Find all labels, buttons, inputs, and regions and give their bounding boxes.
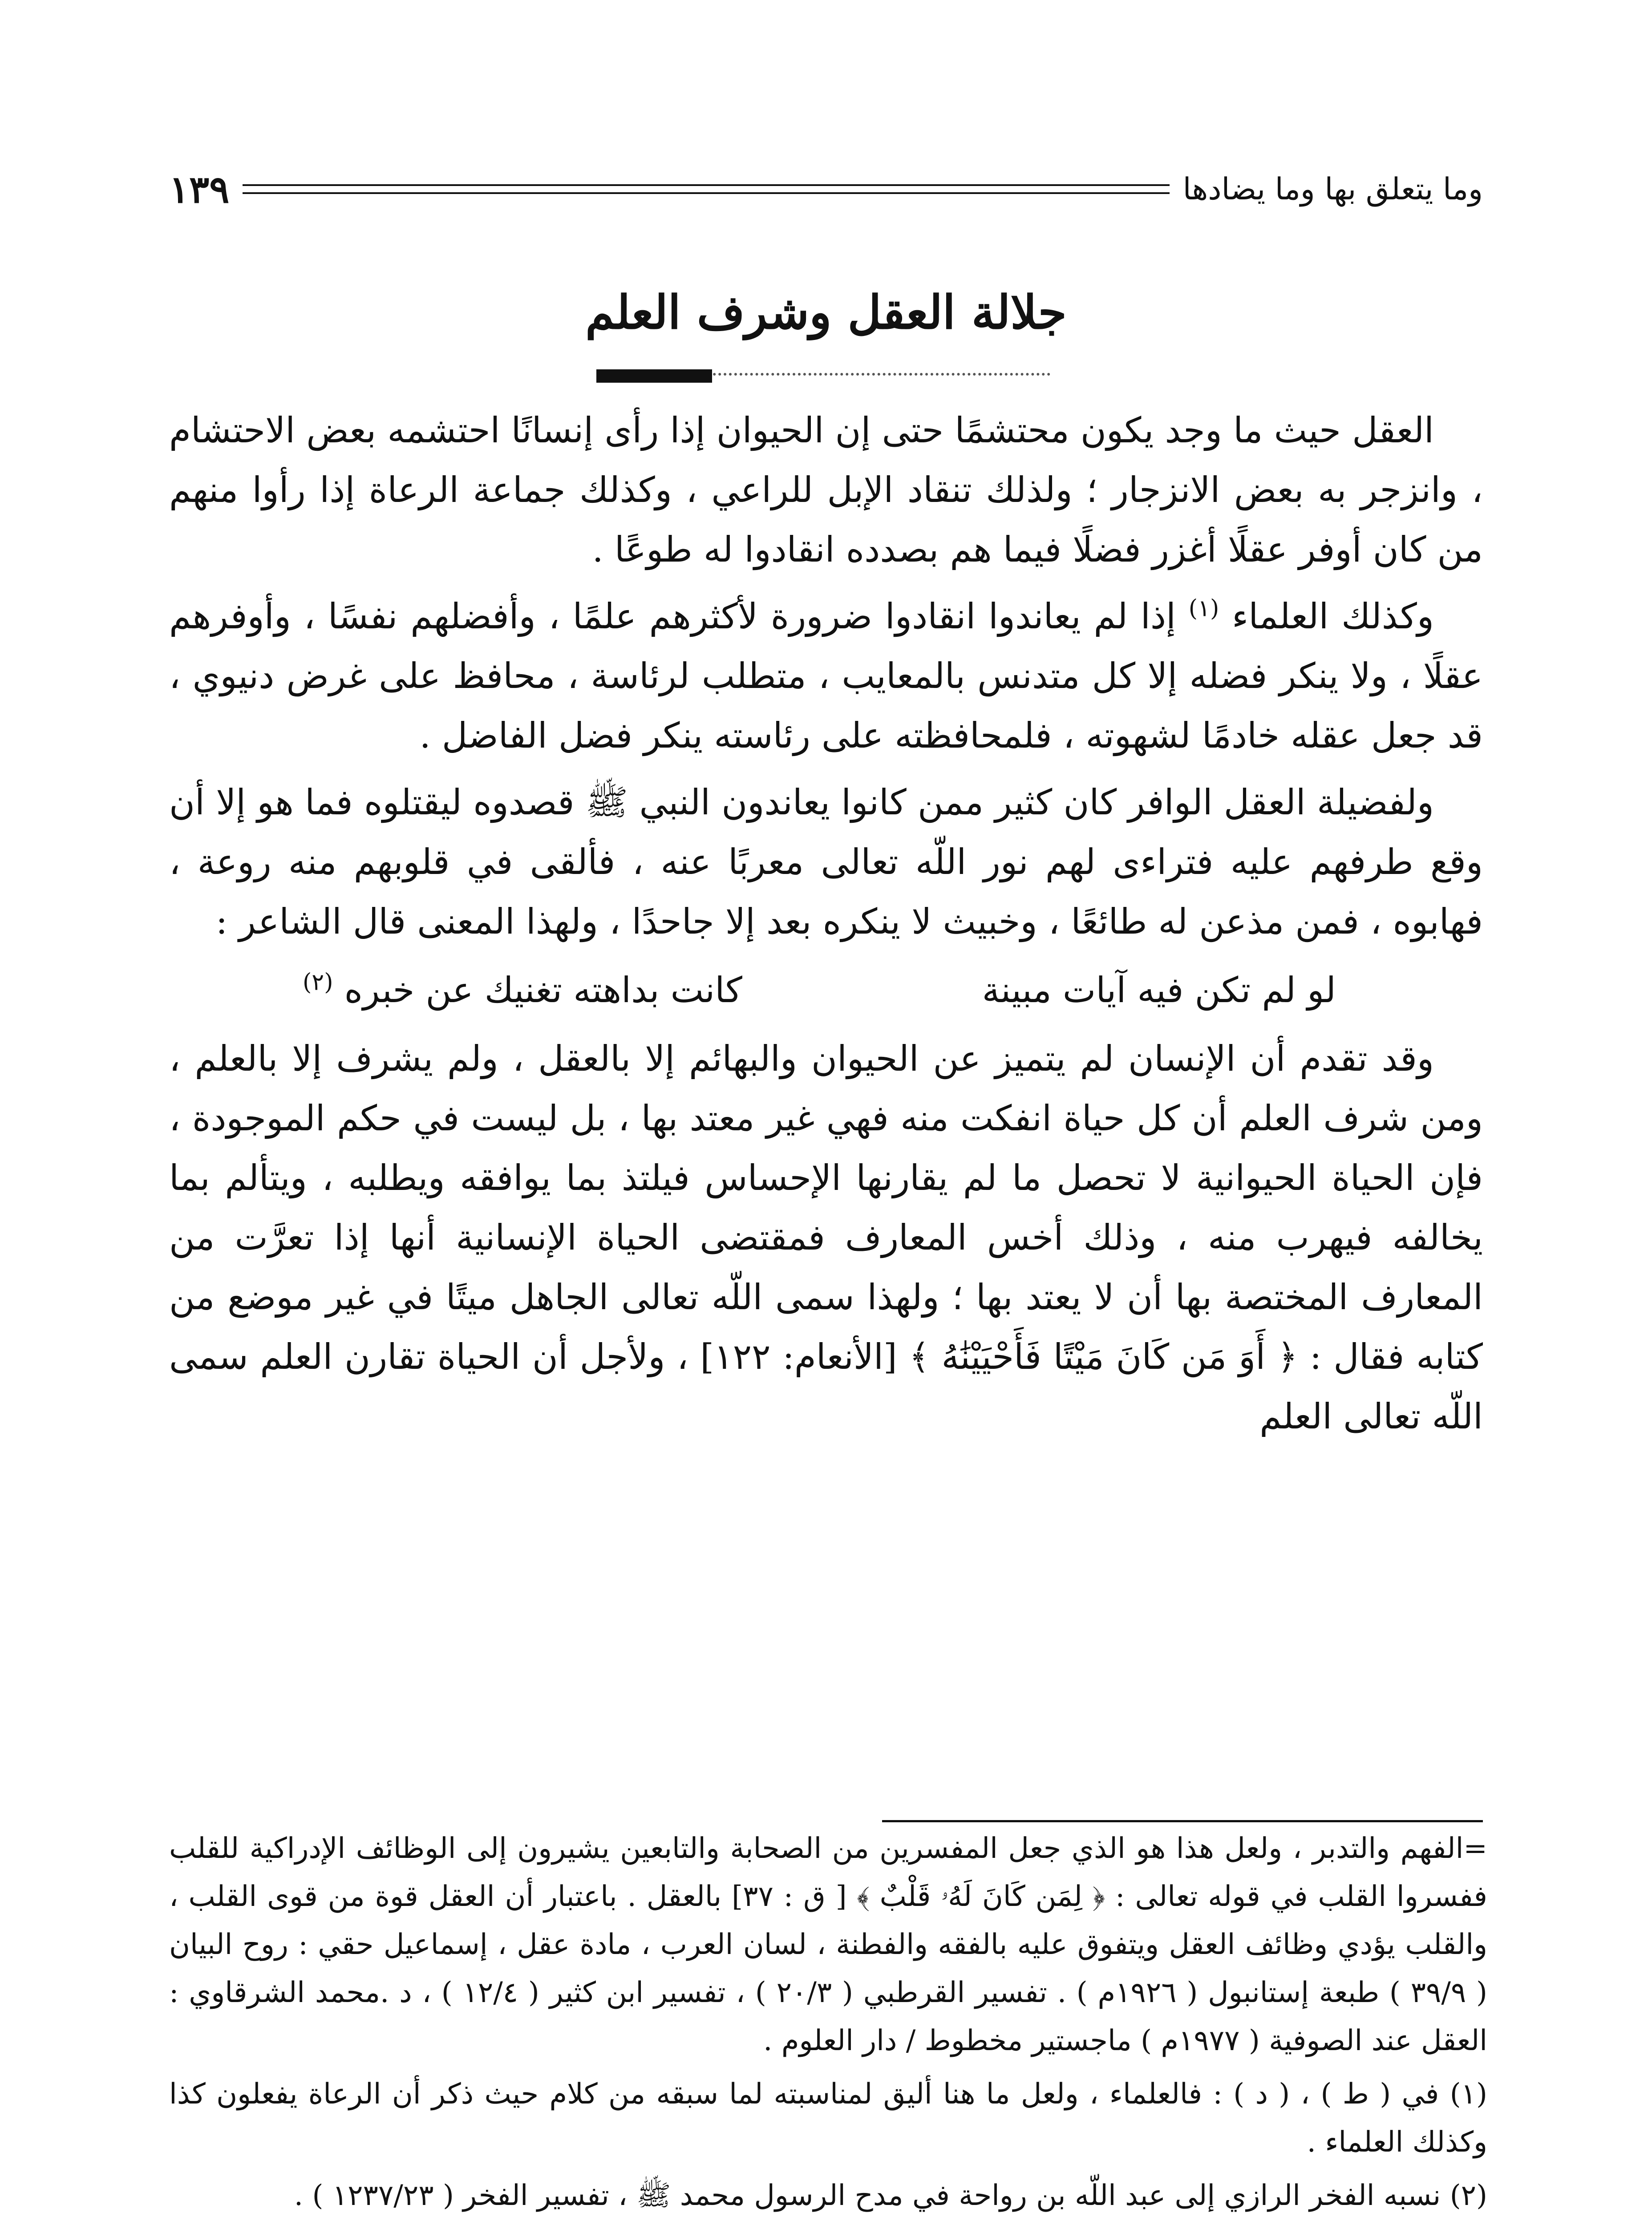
poetry-verse	[169, 960, 1483, 1020]
page-header	[169, 165, 1483, 214]
footnotes	[169, 1824, 1487, 2225]
verse-first-hemistich: لو لم تكن فيه آيات مبينة	[982, 970, 1336, 1011]
footnote-ref-2: (٢)	[303, 969, 333, 996]
paragraph-2-rest: إذا لم يعاندوا انقادوا ضرورة لأكثرهم علمًا ، وأفضلهم نفسًا ، وأوفرهم عقلًا ، ولا ينكر فضله إلا كل متدنس بالمعايب ، متطلب لرئاسة ، محافظ على غرض دنيوي ، قد جعل عقله خادمًا لشهوته ، فلمحافظته على رئاسته ينكر فضل الفاضل .	[169, 596, 1483, 756]
footnote-1: (١) في ( ط ) ، ( د ) : فالعلماء ، ولعل ما هنا أليق لمناسبته لما سبقه من كلام حيث ذكر أن الرعاة يفعلون كذا وكذلك العلماء .	[169, 2078, 1487, 2159]
paragraph-2-start: وكذلك العلماء	[1232, 596, 1434, 637]
header-double-rule	[243, 184, 1169, 194]
paragraph-1: العقل حيث ما وجد يكون محتشمًا حتى إن الحيوان إذا رأى إنسانًا احتشمه بعض الاحتشام ، وانزجر به بعض الانزجار ؛ ولذلك تنقاد الإبل للراعي ، وكذلك جماعة الرعاة إذا رأوا منهم من كان أوفر عقلًا أغزر فضلًا فيما هم بصدده انقادوا له طوعًا .	[169, 410, 1483, 570]
body-text	[169, 400, 1483, 1453]
running-title: وما يتعلق بها وما يضادها	[1182, 171, 1483, 207]
footnote-continuation: =الفهم والتدبر ، ولعل هذا هو الذي جعل المفسرين من الصحابة والتابعين يشيرون إلى الوظائف الإدراكية للقلب ففسروا القلب في قوله تعالى : ﴿ لِمَن كَانَ لَهُۥ قَلْبٌ ﴾ [ ق : ٣٧] بالعقل . باعتبار أن العقل قوة من قوى القلب ، والقلب يؤدي وظائف العقل ويتفوق عليه بالفقه والفطنة ، لسان العرب ، مادة عقل ، إسماعيل حقي : روح البيان ( ٣٩/٩ ) طبعة إستانبول ( ١٩٢٦م ) . تفسير القرطبي ( ٢٠/٣ ) ، تفسير ابن كثير ( ١٢/٤ ) ، د .محمد الشرقاوي : العقل عند الصوفية ( ١٩٧٧م ) ماجستير مخطوط / دار العلوم .	[169, 1832, 1488, 2057]
paragraph-2	[169, 587, 1483, 765]
title-underline-ornament	[596, 369, 1050, 383]
verse-second-hemistich	[303, 960, 742, 1020]
title-underline-bar	[596, 369, 712, 383]
paragraph-4: وقد تقدم أن الإنسان لم يتميز عن الحيوان والبهائم إلا بالعقل ، ولم يشرف إلا بالعلم ، ومن شرف العلم أن كل حياة انفكت منه فهي غير معتد بها ، بل ليست في حكم الموجودة ، فإن الحياة الحيوانية لا تحصل ما لم يقارنها الإحساس فيلتذ بما يوافقه ويطلبه ، ويتألم بما يخالفه فيهرب منه ، وذلك أخس المعارف فمقتضى الحياة الإنسانية أنها إذا تعرَّت من المعارف المختصة بها أن لا يعتد بها ؛ ولهذا سمى اللّه تعالى الجاهل ميتًا في غير موضع من كتابه فقال : ﴿ أَوَ مَن كَانَ مَيْتًا فَأَحْيَيْنَٰهُ ﴾ [الأنعام: ١٢٢] ، ولأجل أن الحياة تقارن العلم سمى اللّه تعالى العلم	[169, 1038, 1483, 1437]
section-title: جلالة العقل وشرف العلم	[585, 285, 1067, 340]
footnote-ref-1: (١)	[1188, 595, 1219, 622]
verse-second-text: كانت بداهته تغنيك عن خبره	[344, 970, 742, 1011]
page-number: ١٣٩	[169, 167, 230, 211]
paragraph-3: ولفضيلة العقل الوافر كان كثير ممن كانوا يعاندون النبي ﷺ قصدوه ليقتلوه فما هو إلا أن وقع طرفهم عليه فتراءى لهم نور اللّه تعالى معربًا عنه ، فألقى في قلوبهم منه روعة ، فهابوه ، فمن مذعن له طائعًا ، وخبيث لا ينكره بعد إلا جاحدًا ، ولهذا المعنى قال الشاعر :	[169, 782, 1483, 942]
footnote-2: (٢) نسبه الفخر الرازي إلى عبد اللّه بن رواحة في مدح الرسول محمد ﷺ ، تفسير الفخر ( ١٢٣٧/٢٣ ) .	[294, 2179, 1487, 2212]
footnote-separator	[882, 1820, 1483, 1822]
